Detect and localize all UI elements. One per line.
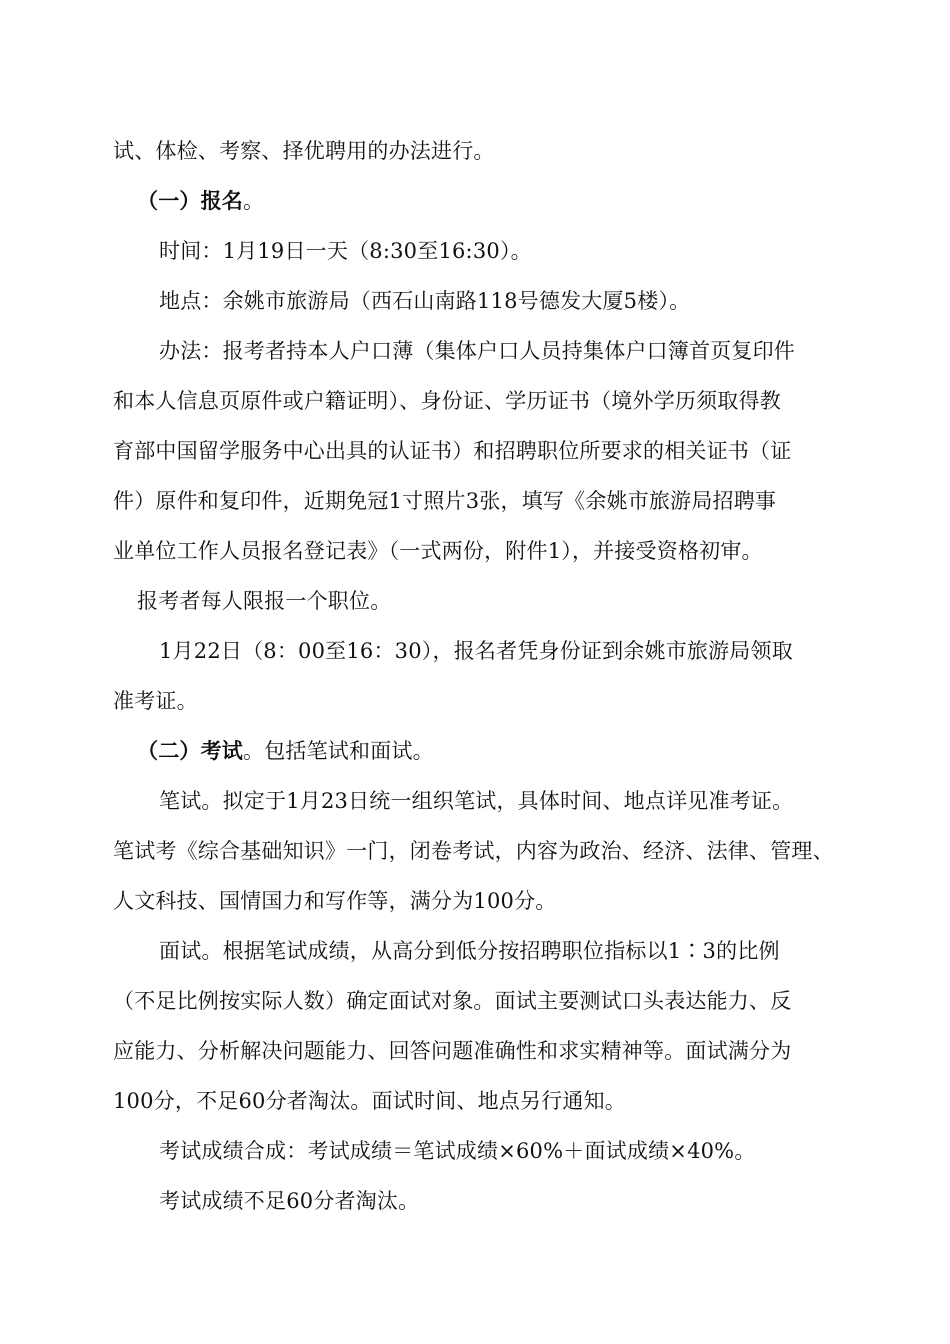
paragraph-line: 办法：报考者持本人户口薄（集体户口人员持集体户口簿首页复印件 [159, 339, 795, 363]
paragraph-line: 1月22日（8：00至16：30），报名者凭身份证到余姚市旅游局领取 [159, 639, 793, 663]
paragraph-line: 应能力、分析解决问题能力、回答问题准确性和求实精神等。面试满分为 [113, 1039, 792, 1063]
paragraph-line: 时间：1月19日一天（8:30至16:30）。 [159, 239, 532, 263]
paragraph-line: 人文科技、国情国力和写作等，满分为100分。 [113, 889, 557, 913]
paragraph-line: 件）原件和复印件，近期免冠1寸照片3张，填写《余姚市旅游局招聘事 [113, 489, 777, 513]
heading-continuation: 。包括笔试和面试。 [243, 739, 434, 763]
heading-text: （二）考试 [137, 738, 243, 763]
heading-punctuation: 。 [243, 189, 265, 213]
paragraph-line: 和本人信息页原件或户籍证明）、身份证、学历证书（境外学历须取得教 [113, 389, 781, 413]
paragraph-line: 考试成绩不足60分者淘汰。 [159, 1189, 420, 1213]
paragraph-line: 育部中国留学服务中心出具的认证书）和招聘职位所要求的相关证书（证 [113, 439, 792, 463]
paragraph-line: 业单位工作人员报名登记表》（一式两份，附件1），并接受资格初审。 [113, 539, 763, 563]
section-heading-registration [137, 186, 264, 216]
paragraph-line: 100分，不足60分者淘汰。面试时间、地点另行通知。 [113, 1089, 627, 1113]
paragraph-line: 报考者每人限报一个职位。 [137, 589, 392, 613]
paragraph-line: 笔试。拟定于1月23日统一组织笔试，具体时间、地点详见准考证。 [159, 789, 794, 813]
paragraph-line: 试、体检、考察、择优聘用的办法进行。 [113, 139, 495, 163]
paragraph-line: 考试成绩合成：考试成绩＝笔试成绩×60%＋面试成绩×40%。 [159, 1139, 756, 1163]
paragraph-line: 笔试考《综合基础知识》一门，闭卷考试，内容为政治、经济、法律、管理、 [113, 839, 834, 863]
paragraph-line: 面试。根据笔试成绩，从高分到低分按招聘职位指标以1∶3的比例 [159, 939, 780, 963]
paragraph-line: 准考证。 [113, 689, 198, 713]
section-heading-exam [137, 736, 434, 766]
paragraph-line: 地点：余姚市旅游局（西石山南路118号德发大厦5楼）。 [159, 289, 691, 313]
heading-text: （一）报名 [137, 188, 243, 213]
paragraph-line: （不足比例按实际人数）确定面试对象。面试主要测试口头表达能力、反 [113, 989, 792, 1013]
